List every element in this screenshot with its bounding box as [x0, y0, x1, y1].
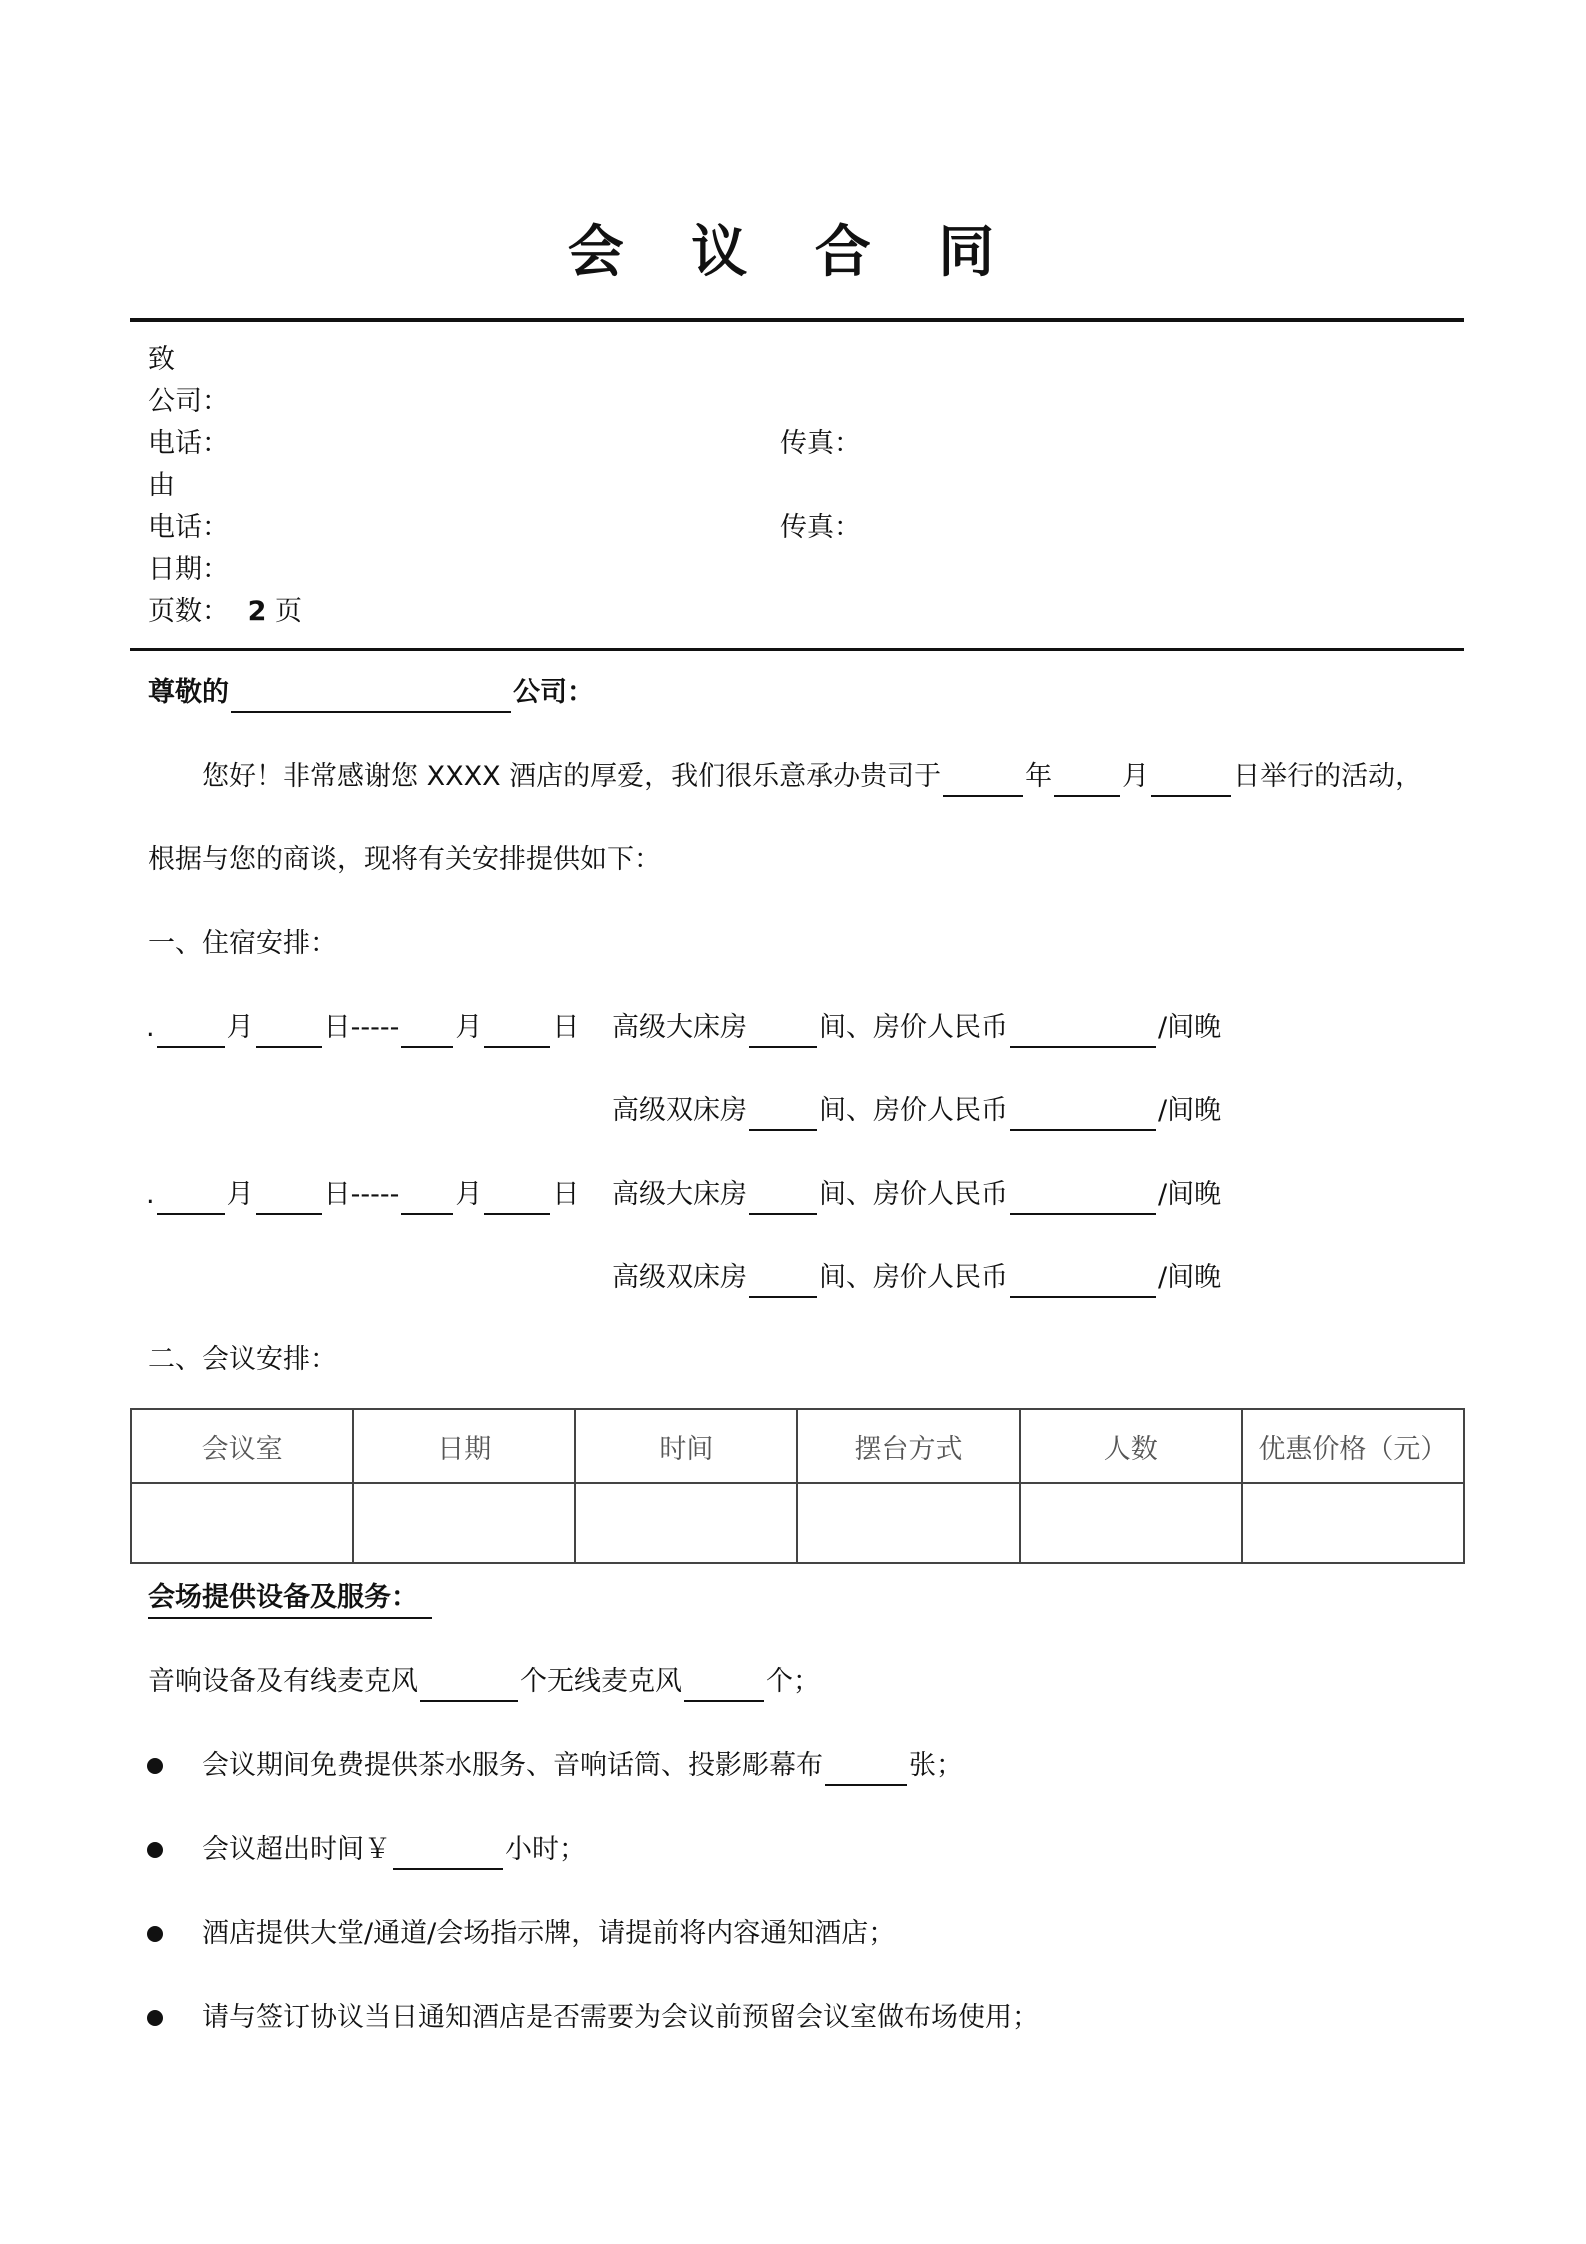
twin-room-line-2 — [612, 1258, 1221, 1298]
wireless-mic-count-blank[interactable] — [684, 1668, 764, 1702]
row-dot: . — [146, 1179, 155, 1210]
room-count-blank[interactable] — [749, 1181, 817, 1215]
pages-line — [148, 592, 302, 632]
from-label: 由 — [148, 470, 175, 501]
service-item-1-text: 会议期间免费提供茶水服务、音响话筒、投影彫幕布 — [202, 1750, 823, 1781]
header-divider — [130, 648, 1464, 651]
room-count-blank[interactable] — [749, 1264, 817, 1298]
service-item-2-unit: 小时； — [505, 1834, 586, 1865]
wireless-mic-text: 个无线麦克风 — [520, 1666, 682, 1697]
end-day-blank[interactable] — [484, 1014, 550, 1048]
event-day-blank[interactable] — [1151, 763, 1231, 797]
day-dash-label: 日----- — [323, 1012, 400, 1043]
per-night-label: /间晚 — [1158, 1262, 1222, 1293]
bullet-icon — [147, 1842, 163, 1858]
column-header-price: 优惠价格（元） — [1242, 1409, 1464, 1483]
bullet-icon — [147, 2010, 163, 2026]
audio-line — [148, 1662, 820, 1702]
date-label: 日期： — [148, 554, 229, 585]
intro-day: 日举行的活动， — [1233, 761, 1423, 792]
twin-room-line-1 — [612, 1091, 1221, 1131]
service-item-3: 酒店提供大堂/通道/会场指示牌，请提前将内容通知酒店； — [202, 1918, 896, 1949]
twin-room-label: 高级双床房 — [612, 1262, 747, 1293]
lodging-row-2 — [146, 1175, 579, 1215]
company-name-blank[interactable] — [231, 679, 511, 713]
day-dash-label: 日----- — [323, 1179, 400, 1210]
month-label: 月 — [226, 1012, 254, 1043]
king-room-line-1 — [612, 1008, 1221, 1048]
month-label: 月 — [455, 1179, 483, 1210]
rooms-price-label: 间、房价人民币 — [819, 1179, 1008, 1210]
day-label: 日 — [552, 1012, 580, 1043]
screen-count-blank[interactable] — [825, 1752, 907, 1786]
bullet-icon — [147, 1758, 163, 1774]
wired-mic-count-blank[interactable] — [420, 1668, 518, 1702]
twin-room-label: 高级双床房 — [612, 1095, 747, 1126]
price-blank[interactable] — [1010, 1264, 1156, 1298]
overtime-fee-blank[interactable] — [393, 1836, 503, 1870]
day-label: 日 — [552, 1179, 580, 1210]
services-heading-text: 会场提供设备及服务： — [148, 1582, 432, 1619]
phone-label-2: 电话： — [148, 512, 229, 543]
end-month-blank[interactable] — [401, 1014, 453, 1048]
intro-month: 月 — [1122, 761, 1150, 792]
meeting-table — [130, 1408, 1465, 1564]
salutation-suffix: 公司： — [513, 677, 594, 708]
per-night-label: /间晚 — [1158, 1012, 1222, 1043]
meeting-heading: 二、会议安排： — [148, 1344, 337, 1375]
table-cell[interactable] — [1020, 1483, 1242, 1563]
lodging-row-1 — [146, 1008, 579, 1048]
service-item-1-unit: 张； — [909, 1750, 963, 1781]
column-header-time: 时间 — [575, 1409, 797, 1483]
bullet-icon — [147, 1926, 163, 1942]
pages-label: 页数： — [148, 596, 229, 627]
pages-unit: 页 — [274, 596, 302, 627]
king-room-line-2 — [612, 1175, 1221, 1215]
table-header-row — [131, 1409, 1464, 1483]
table-cell[interactable] — [797, 1483, 1019, 1563]
service-item-1 — [202, 1746, 963, 1786]
room-count-blank[interactable] — [749, 1097, 817, 1131]
service-item-2-text: 会议超出时间￥ — [202, 1834, 391, 1865]
service-item-2 — [202, 1830, 586, 1870]
table-cell[interactable] — [1242, 1483, 1464, 1563]
table-cell[interactable] — [131, 1483, 353, 1563]
column-header-layout: 摆台方式 — [797, 1409, 1019, 1483]
phone-label-1: 电话： — [148, 428, 229, 459]
to-label: 致 — [148, 344, 175, 375]
end-month-blank[interactable] — [401, 1181, 453, 1215]
audio-text: 音响设备及有线麦克风 — [148, 1666, 418, 1697]
start-month-blank[interactable] — [157, 1181, 225, 1215]
king-room-label: 高级大床房 — [612, 1179, 747, 1210]
salutation-prefix: 尊敬的 — [148, 677, 229, 708]
room-count-blank[interactable] — [749, 1014, 817, 1048]
service-item-4: 请与签订协议当日通知酒店是否需要为会议前预留会议室做布场使用； — [202, 2002, 1039, 2033]
document-title: 会 议 合 同 — [567, 220, 1019, 285]
table-row — [131, 1483, 1464, 1563]
intro-line-2: 根据与您的商谈，现将有关安排提供如下： — [148, 844, 661, 875]
price-blank[interactable] — [1010, 1014, 1156, 1048]
intro-line-1 — [202, 757, 1422, 797]
column-header-date: 日期 — [353, 1409, 575, 1483]
fax-label-1: 传真： — [780, 428, 861, 459]
per-night-label: /间晚 — [1158, 1179, 1222, 1210]
rooms-price-label: 间、房价人民币 — [819, 1262, 1008, 1293]
month-label: 月 — [455, 1012, 483, 1043]
table-cell[interactable] — [353, 1483, 575, 1563]
title-divider — [130, 318, 1464, 322]
start-day-blank[interactable] — [256, 1181, 322, 1215]
company-label: 公司： — [148, 386, 229, 417]
row-dot: . — [146, 1012, 155, 1043]
column-header-room: 会议室 — [131, 1409, 353, 1483]
intro-year: 年 — [1025, 761, 1053, 792]
column-header-attendees: 人数 — [1020, 1409, 1242, 1483]
pages-value: 2 — [247, 596, 267, 627]
event-month-blank[interactable] — [1054, 763, 1120, 797]
start-month-blank[interactable] — [157, 1014, 225, 1048]
per-night-label: /间晚 — [1158, 1095, 1222, 1126]
king-room-label: 高级大床房 — [612, 1012, 747, 1043]
price-blank[interactable] — [1010, 1097, 1156, 1131]
month-label: 月 — [226, 1179, 254, 1210]
rooms-price-label: 间、房价人民币 — [819, 1012, 1008, 1043]
fax-label-2: 传真： — [780, 512, 861, 543]
unit-text: 个； — [766, 1666, 820, 1697]
price-blank[interactable] — [1010, 1181, 1156, 1215]
end-day-blank[interactable] — [484, 1181, 550, 1215]
salutation — [148, 673, 594, 713]
lodging-heading: 一、住宿安排： — [148, 928, 337, 959]
table-cell[interactable] — [575, 1483, 797, 1563]
services-heading — [148, 1578, 432, 1618]
start-day-blank[interactable] — [256, 1014, 322, 1048]
rooms-price-label: 间、房价人民币 — [819, 1095, 1008, 1126]
intro-text: 您好！非常感谢您 XXXX 酒店的厚爱，我们很乐意承办贵司于 — [202, 761, 942, 792]
event-year-blank[interactable] — [943, 763, 1023, 797]
